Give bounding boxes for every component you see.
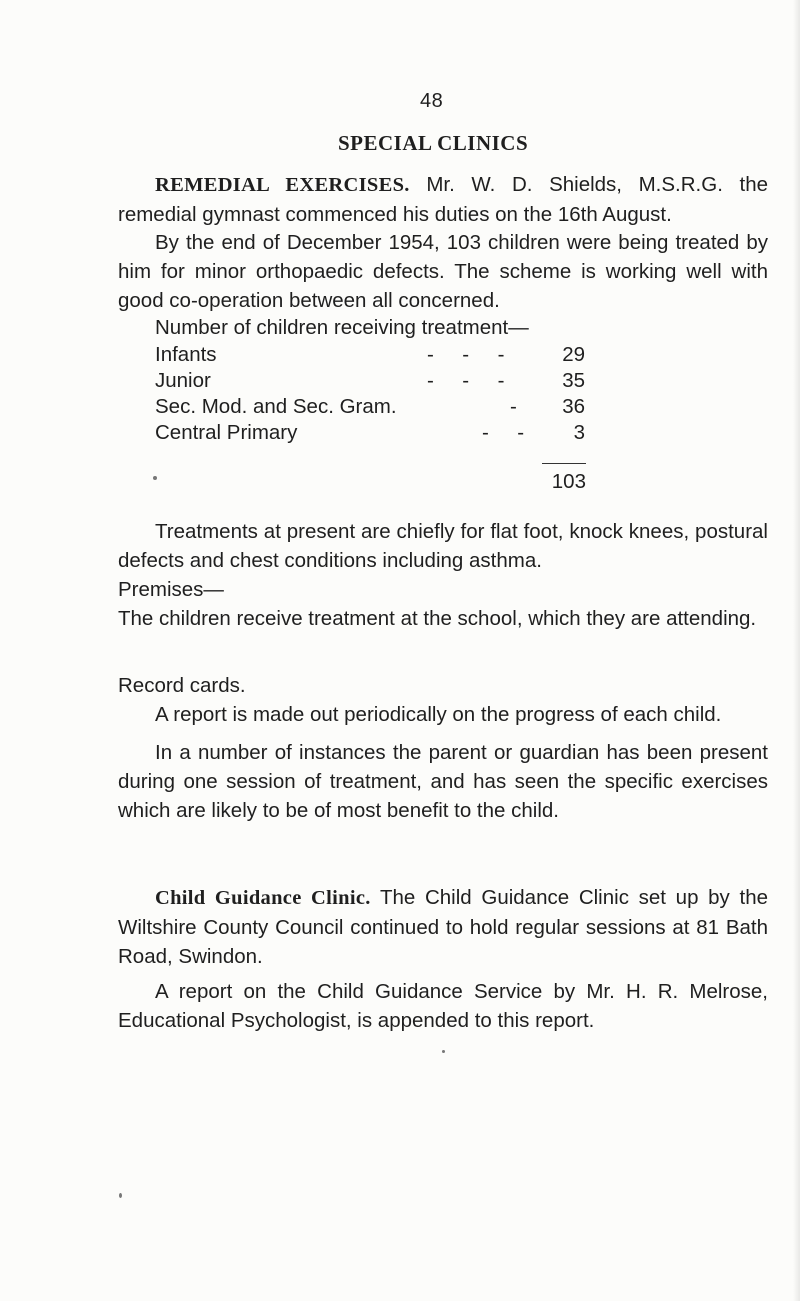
premises-text-content: The children receive treatment at the school, which they are attending. <box>118 607 757 630</box>
premises-text <box>118 604 768 633</box>
row-label: Sec. Mod. and Sec. Gram. <box>155 395 397 418</box>
record-cards-section <box>118 671 768 729</box>
print-speck <box>153 476 157 480</box>
row-leader-dashes: - - - <box>427 343 505 366</box>
total-rule <box>542 463 586 464</box>
row-leader-dashes: - <box>510 395 517 418</box>
remedial-exercises-paragraph <box>118 170 768 229</box>
record-cards-heading: Record cards. <box>118 674 246 697</box>
row-value: 29 <box>562 343 585 366</box>
treatments-paragraph-text: Treatments at present are chiefly for flat foot, knock knees, postural defects and chest conditions including asthma. <box>118 520 768 572</box>
page-title: SPECIAL CLINICS <box>338 131 529 155</box>
record-cards-text <box>118 700 768 729</box>
print-speck <box>119 1193 122 1198</box>
premises-heading: Premises— <box>118 578 224 601</box>
row-label: Central Primary <box>155 421 298 444</box>
table-row <box>155 395 585 421</box>
treatment-total: 103 <box>551 470 586 493</box>
row-value: 3 <box>573 421 585 444</box>
print-speck <box>442 1050 445 1053</box>
table-row <box>155 421 585 447</box>
treatments-paragraph <box>118 517 768 575</box>
table-row <box>155 369 585 395</box>
child-guidance-paragraph <box>118 883 768 971</box>
row-value: 35 <box>562 369 585 392</box>
remedial-exercises-heading: REMEDIAL EXERCISES. <box>155 174 410 196</box>
december-paragraph-text: By the end of December 1954, 103 children were being treated by him for minor orthopaedic defects. The scheme is working well with good co-operation between all concerned. <box>118 231 768 312</box>
report-paragraph <box>118 977 768 1035</box>
child-guidance-heading: Child Guidance Clinic. <box>155 887 371 909</box>
remedial-exercises-text: Mr. W. D. Shields, M.S.R.G. the remedial gymnast commenced his duties on the 16th August. <box>118 173 769 226</box>
page-number: 48 <box>420 90 444 112</box>
row-label: Infants <box>155 343 217 366</box>
child-guidance-text: The Child Guidance Clinic set up by the Wiltshire County Council continued to hold regular sessions at 81 Bath Road, Swindon. <box>118 886 768 968</box>
page-edge-shadow <box>793 0 800 1301</box>
parents-paragraph-text: In a number of instances the parent or guardian has been present during one session of treatment, and has seen the specific exercises which are likely to be of most benefit to the child. <box>118 741 768 822</box>
report-paragraph-text: A report on the Child Guidance Service by Mr. H. R. Melrose, Educational Psychologist, is appended to this report. <box>118 980 768 1032</box>
row-leader-dashes: - - - <box>427 369 505 392</box>
row-leader-dashes: - - <box>482 421 525 444</box>
row-value: 36 <box>562 395 585 418</box>
parents-paragraph <box>118 738 768 825</box>
row-label: Junior <box>155 369 211 392</box>
treatment-table-heading: Number of children receiving treatment— <box>155 316 529 339</box>
table-row <box>155 343 585 369</box>
premises-section <box>118 575 768 633</box>
december-paragraph <box>118 228 768 315</box>
record-cards-text-content: A report is made out periodically on the progress of each child. <box>155 703 722 726</box>
